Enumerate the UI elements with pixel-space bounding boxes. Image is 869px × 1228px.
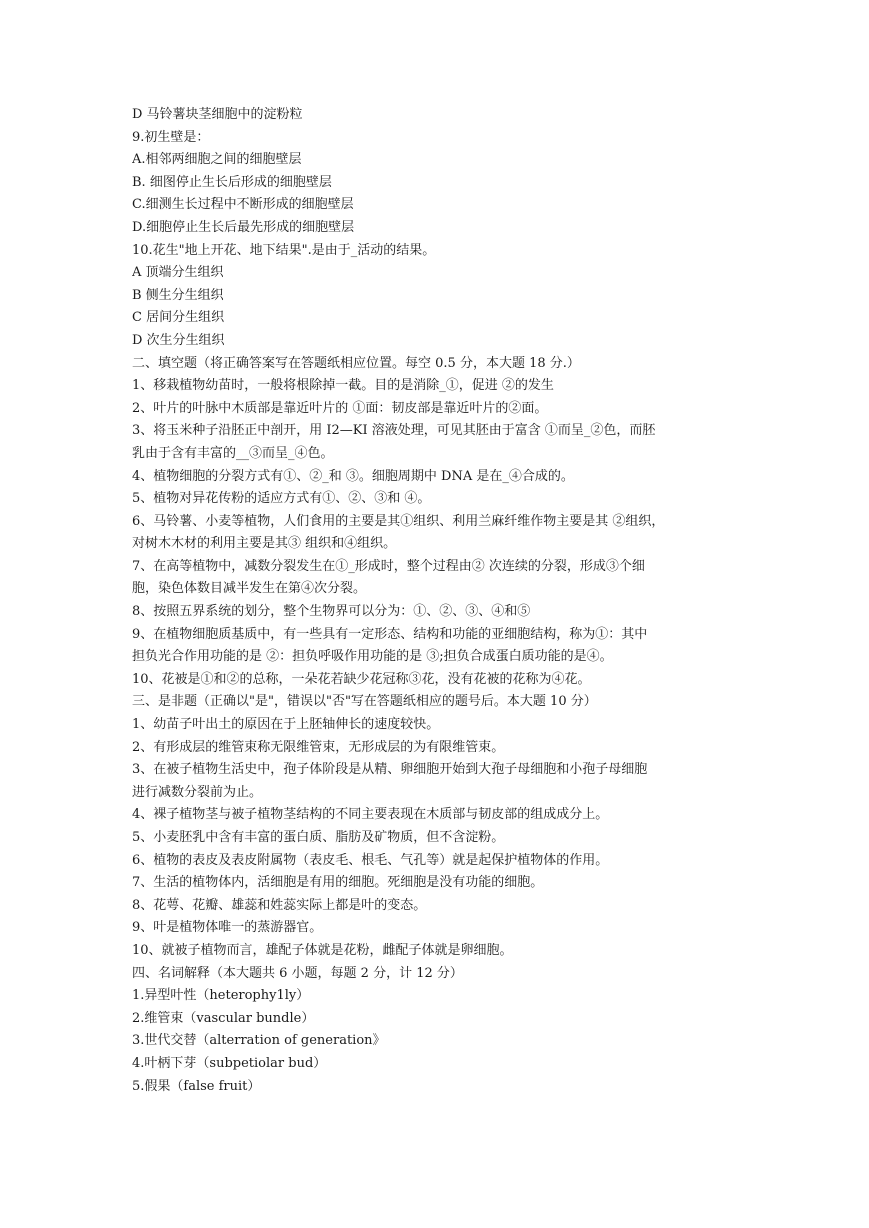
text-line: 2、叶片的叶脉中木质部是靠近叶片的 ①面：韧皮部是靠近叶片的②面。 xyxy=(132,400,548,416)
text-line: 9、叶是植物体唯一的蒸游器官。 xyxy=(132,920,323,936)
text-line: D 马铃薯块茎细胞中的淀粉粒 xyxy=(132,107,303,122)
text-line: 进行减数分裂前为止。 xyxy=(132,784,263,800)
text-line: 二、填空题（将正确答案写在答题纸相应位置。每空 0.5 分，本大题 18 分.） xyxy=(132,355,580,371)
text-line: 6、植物的表皮及表皮附属物（表皮毛、根毛、气孔等）就是起保护植物体的作用。 xyxy=(132,852,609,868)
text-line: 2.维管束（vascular bundle） xyxy=(132,1010,315,1026)
text-line: C 居间分生组织 xyxy=(132,310,225,326)
text-line: 3、在被子植物生活史中，孢子体阶段是从精、卵细胞开始到大孢子母细胞和小孢子母细胞 xyxy=(132,762,648,778)
text-line: 9.初生壁是： xyxy=(132,129,210,145)
text-line: 对树木木材的利用主要是其③ 组织和④组织。 xyxy=(132,536,397,552)
text-line: 1、幼苗子叶出土的原因在于上胚轴伸长的速度较快。 xyxy=(132,717,440,733)
text-line: 5、植物对异花传粉的适应方式有①、②、③和 ④。 xyxy=(132,491,431,507)
text-line: 3、将玉米种子沿胚正中剖开，用 I2—KI 溶液处理，可见其胚由于富含 ①而呈_②色，而胚 xyxy=(132,423,656,439)
text-line: 7、生活的植物体内，活细胞是有用的细胞。死细胞是没有功能的细胞。 xyxy=(132,875,544,891)
text-line: 4.叶柄下芽（subpetiolar bud） xyxy=(132,1055,327,1071)
text-line: 乳由于含有丰富的__③而呈_④色。 xyxy=(132,445,334,461)
text-line: 10、花被是①和②的总称，一朵花若缺少花冠称③花，没有花被的花称为④花。 xyxy=(132,671,591,687)
text-line: B 侧生分生组织 xyxy=(132,287,224,303)
text-line: 3.世代交替（alterration of generation》 xyxy=(132,1033,386,1049)
text-line: D 次生分生组织 xyxy=(132,332,225,348)
text-line: 4、裸子植物茎与被子植物茎结构的不同主要表现在木质部与韧皮部的组成成分上。 xyxy=(132,807,609,823)
text-line: 三、是非题（正确以"是"，错误以"否"写在答题纸相应的题号后。本大题 10 分） xyxy=(132,694,597,710)
text-line: 1、移栽植物幼苗时，一般将根除掉一截。目的是消除_①，促进 ②的发生 xyxy=(132,378,554,394)
text-line: B. 细图停止生长后形成的细胞壁层 xyxy=(132,174,332,190)
text-line: 1.异型叶性（heterophy1ly） xyxy=(132,988,310,1004)
text-line: D.细胞停止生长后最先形成的细胞壁层 xyxy=(132,219,355,235)
document-body xyxy=(132,104,744,1098)
text-line: 4、植物细胞的分裂方式有①、②_和 ③。细胞周期中 DNA 是在_④合成的。 xyxy=(132,468,574,484)
text-line: A 顶端分生组织 xyxy=(132,265,224,281)
text-line: 担负光合作用功能的是 ②：担负呼吸作用功能的是 ③;担负合成蛋白质功能的是④。 xyxy=(132,649,613,665)
text-line: 10.花生"地上开花、地下结果".是由于_活动的结果。 xyxy=(132,242,436,258)
text-line: 6、马铃薯、小麦等植物，人们食用的主要是其①组织、利用兰麻纤维作物主要是其 ②组织， xyxy=(132,513,665,529)
text-line: 5、小麦胚乳中含有丰富的蛋白质、脂肪及矿物质，但不含淀粉。 xyxy=(132,830,505,845)
text-line: 8、花萼、花瓣、雄蕊和姓蕊实际上都是叶的变态。 xyxy=(132,897,427,913)
text-line: 胞，染色体数目减半发生在第④次分裂。 xyxy=(132,581,367,597)
text-line: 5.假果（false fruit） xyxy=(132,1078,261,1094)
text-line: 7、在高等植物中，减数分裂发生在①_形成时，整个过程由② 次连续的分裂，形成③个细 xyxy=(132,558,645,574)
text-line: 9、在植物细胞质基质中，有一些具有一定形态、结构和功能的亚细胞结构，称为①：其中 xyxy=(132,626,648,642)
text-line: C.细测生长过程中不断形成的细胞壁层 xyxy=(132,197,354,213)
text-line: 10、就被子植物而言，雄配子体就是花粉，雌配子体就是卵细胞。 xyxy=(132,942,513,958)
text-line: 四、名词解释（本大题共 6 小题，每题 2 分，计 12 分） xyxy=(132,965,463,981)
text-line: 2、有形成层的维管束称无限维管束，无形成层的为有限维管束。 xyxy=(132,739,505,755)
text-line: 8、按照五界系统的划分，整个生物界可以分为：①、②、③、④和⑤ xyxy=(132,604,531,620)
text-line: A.相邻两细胞之间的细胞壁层 xyxy=(132,152,302,168)
